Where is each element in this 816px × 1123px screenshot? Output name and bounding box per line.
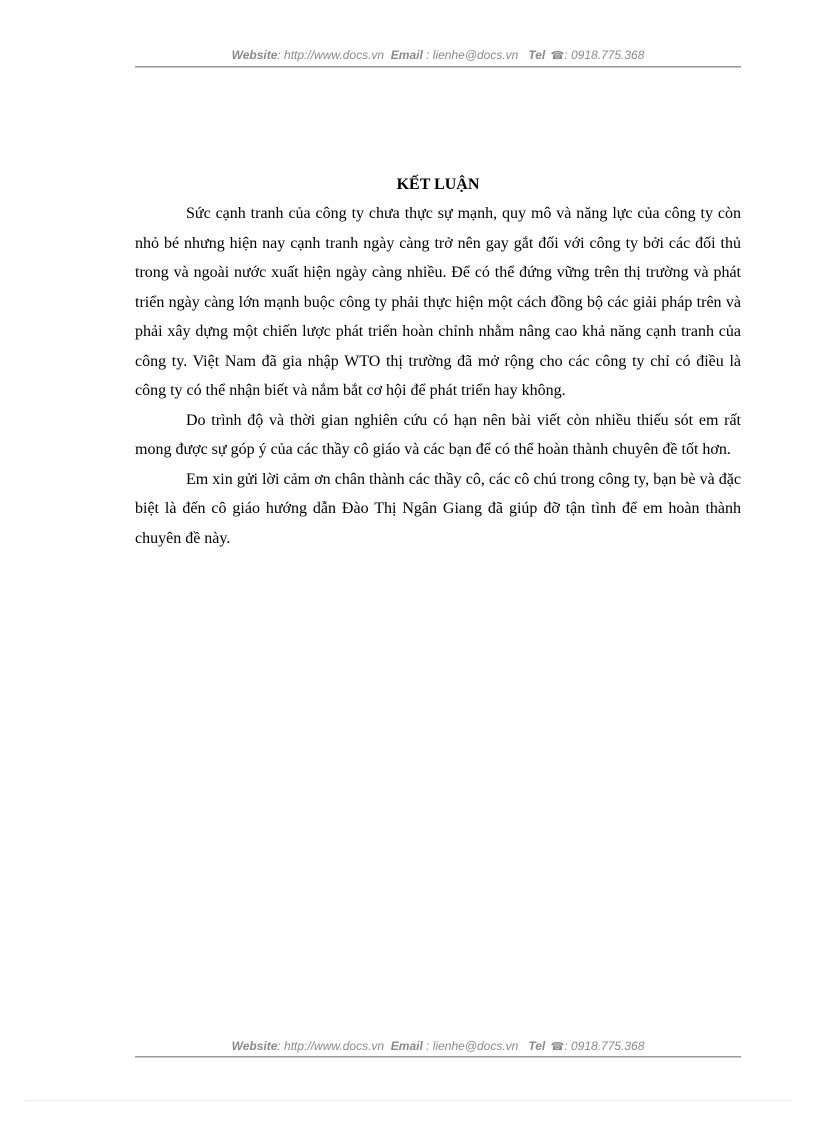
header-tel-value: : 0918.775.368 [564,48,645,62]
footer-website-value: : http://www.docs.vn [277,1039,385,1053]
footer-website-label: Website [231,1039,278,1053]
footer-email-value: : lienhe@docs.vn [426,1039,519,1053]
header-tel-label: Tel [528,48,546,62]
header-email-label: Email [390,48,423,62]
footer-email-label: Email [390,1039,423,1053]
header-website-label: Website [231,48,278,62]
paragraph-2: Do trình độ và thời gian nghiên cứu có hạn nên bài viết còn nhiều thiếu sót em rất mong được sự góp ý của các thầy cô giáo và các bạn để có thể hoàn thành chuyên đề tốt hơn. [135,411,741,458]
header-email-value: : lienhe@docs.vn [426,48,519,62]
phone-icon: ☎ [550,1041,565,1053]
phone-icon: ☎ [550,50,565,62]
footer-tel-label: Tel [528,1039,546,1053]
page-footer [135,1039,741,1053]
paragraph-3: Em xin gửi lời cảm ơn chân thành các thầy cô, các cô chú trong công ty, bạn bè và đặc biệt là đến cô giáo hướng dẫn Đào Thị Ngân Giang đã giúp đỡ tận tình để em hoàn thành chuyên đề này. [135,470,741,547]
header-divider [135,66,741,68]
page-title: KẾT LUẬN [396,176,480,193]
page-header [135,48,741,62]
footer-tel-value: : 0918.775.368 [564,1039,645,1053]
paragraph-1: Sức cạnh tranh của công ty chưa thực sự mạnh, quy mô và năng lực của công ty còn nhỏ bé nhưng hiện nay cạnh tranh ngày càng trở nên gay gắt đối với công ty bởi các đối thủ trong và ngoài nước xuất hiện ngày càng nhiều. Để có thể đứng vững trên thị trường và phát triển ngày càng lớn mạnh buộc công ty phải thực hiện một cách đồng bộ các giải pháp trên và phải xây dựng một chiến lược phát triển hoàn chỉnh nhằm nâng cao khả năng cạnh tranh của công ty. Việt Nam đã gia nhập WTO thị trường đã mở rộng cho các công ty chỉ có điều là công ty có thể nhận biết và nắm bắt cơ hội để phát triển hay không. [135,205,741,399]
header-website-value: : http://www.docs.vn [277,48,385,62]
footer-divider [135,1056,741,1058]
page-bottom-divider [24,1100,792,1101]
document-body [135,170,741,553]
